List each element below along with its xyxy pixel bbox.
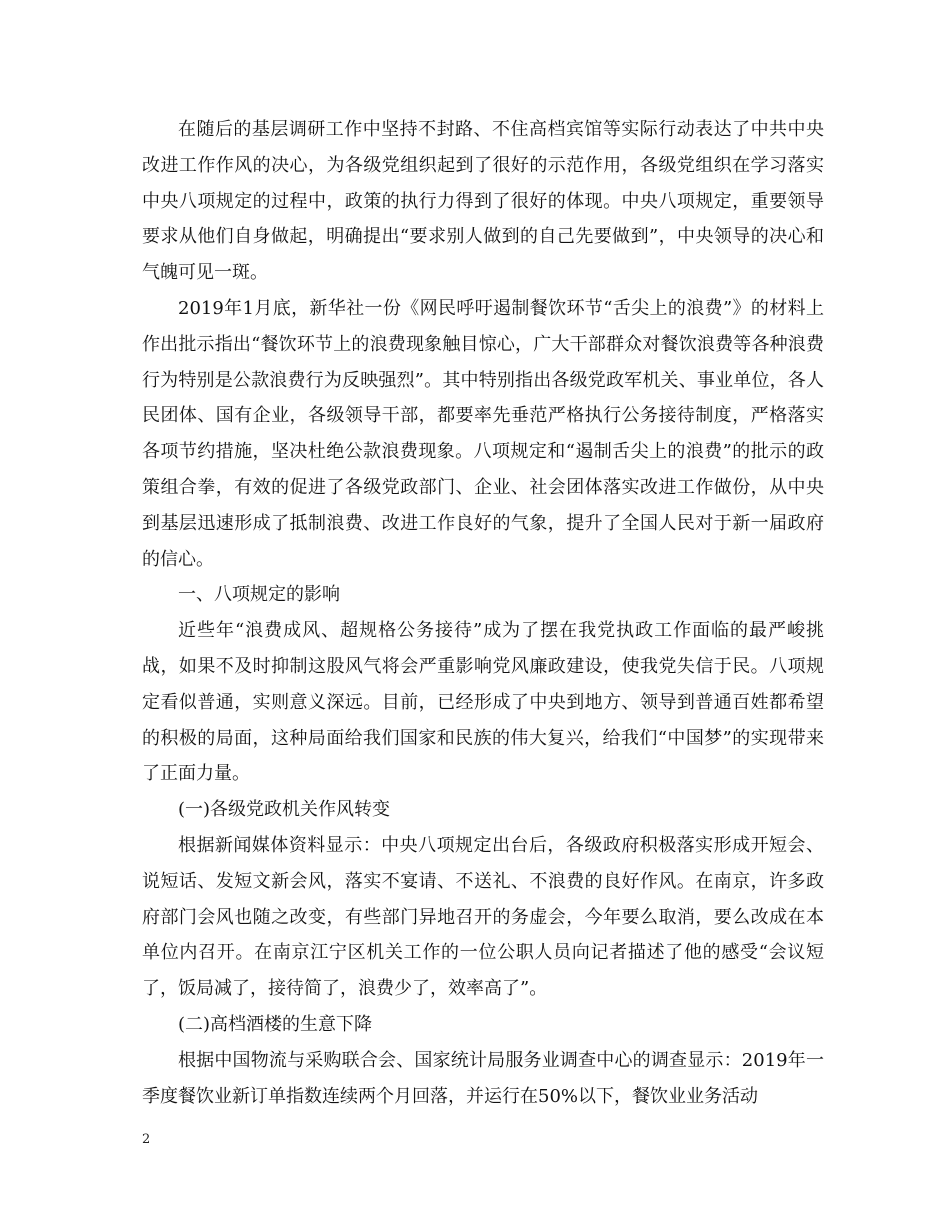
- subsection-heading-1: (一)各级党政机关作风转变: [178, 799, 391, 821]
- paragraph-4: 根据新闻媒体资料显示：中央八项规定出台后，各级政府积极落实形成开短会、说短话、发短文新会风，落实不宴请、不送礼、不浪费的良好作风。在南京，许多政府部门会风也随之改变，有些部门异地召开的务虚会，今年要么取消，要么改成在本单位内召开。在南京江宁区机关工作的一位公职人员向记者描述了他的感受“会议短了，饭局减了，接待简了，浪费少了，效率高了”。: [142, 834, 824, 1000]
- subsection-heading-2: (二)高档酒楼的生意下降: [178, 1013, 373, 1035]
- paragraph-5: 根据中国物流与采购联合会、国家统计局服务业调查中心的调查显示：2019年一季度餐饮业新订单指数连续两个月回落，并运行在50%以下，餐饮业业务活动: [142, 1049, 824, 1107]
- paragraph-3: 近些年“浪费成风、超规格公务接待”成为了摆在我党执政工作面临的最严峻挑战，如果不及时抑制这股风气将会严重影响党风廉政建设，使我党失信于民。八项规定看似普通，实则意义深远。目前，已经形成了中央到地方、领导到普通百姓都希望的积极的局面，这种局面给我们国家和民族的伟大复兴，给我们“中国梦”的实现带来了正面力量。: [142, 620, 824, 785]
- paragraph-2: 2019年1月底，新华社一份《网民呼吁遏制餐饮环节“舌尖上的浪费”》的材料上作出批示指出“餐饮环节上的浪费现象触目惊心，广大干部群众对餐饮浪费等各种浪费行为特别是公款浪费行为反映强烈”。其中特别指出各级党政军机关、事业单位，各人民团体、国有企业，各级领导干部，都要率先垂范严格执行公务接待制度，严格落实各项节约措施，坚决杜绝公款浪费现象。八项规定和“遏制舌尖上的浪费”的批示的政策组合拳，有效的促进了各级党政部门、企业、社会团体落实改进工作做份，从中央到基层迅速形成了抵制浪费、改进工作良好的气象，提升了全国人民对于新一届政府的信心。: [142, 297, 824, 570]
- page-number: 2: [142, 1132, 151, 1147]
- paragraph-1: 在随后的基层调研工作中坚持不封路、不住高档宾馆等实际行动表达了中共中央改进工作作风的决心，为各级党组织起到了很好的示范作用，各级党组织在学习落实中央八项规定的过程中，政策的执行力得到了很好的体现。中央八项规定，重要领导要求从他们自身做起，明确提出“要求别人做到的自己先要做到”，中央领导的决心和气魄可见一斑。: [142, 119, 824, 284]
- document-body: [142, 112, 824, 1114]
- section-heading-1: 一、八项规定的影响: [178, 584, 340, 606]
